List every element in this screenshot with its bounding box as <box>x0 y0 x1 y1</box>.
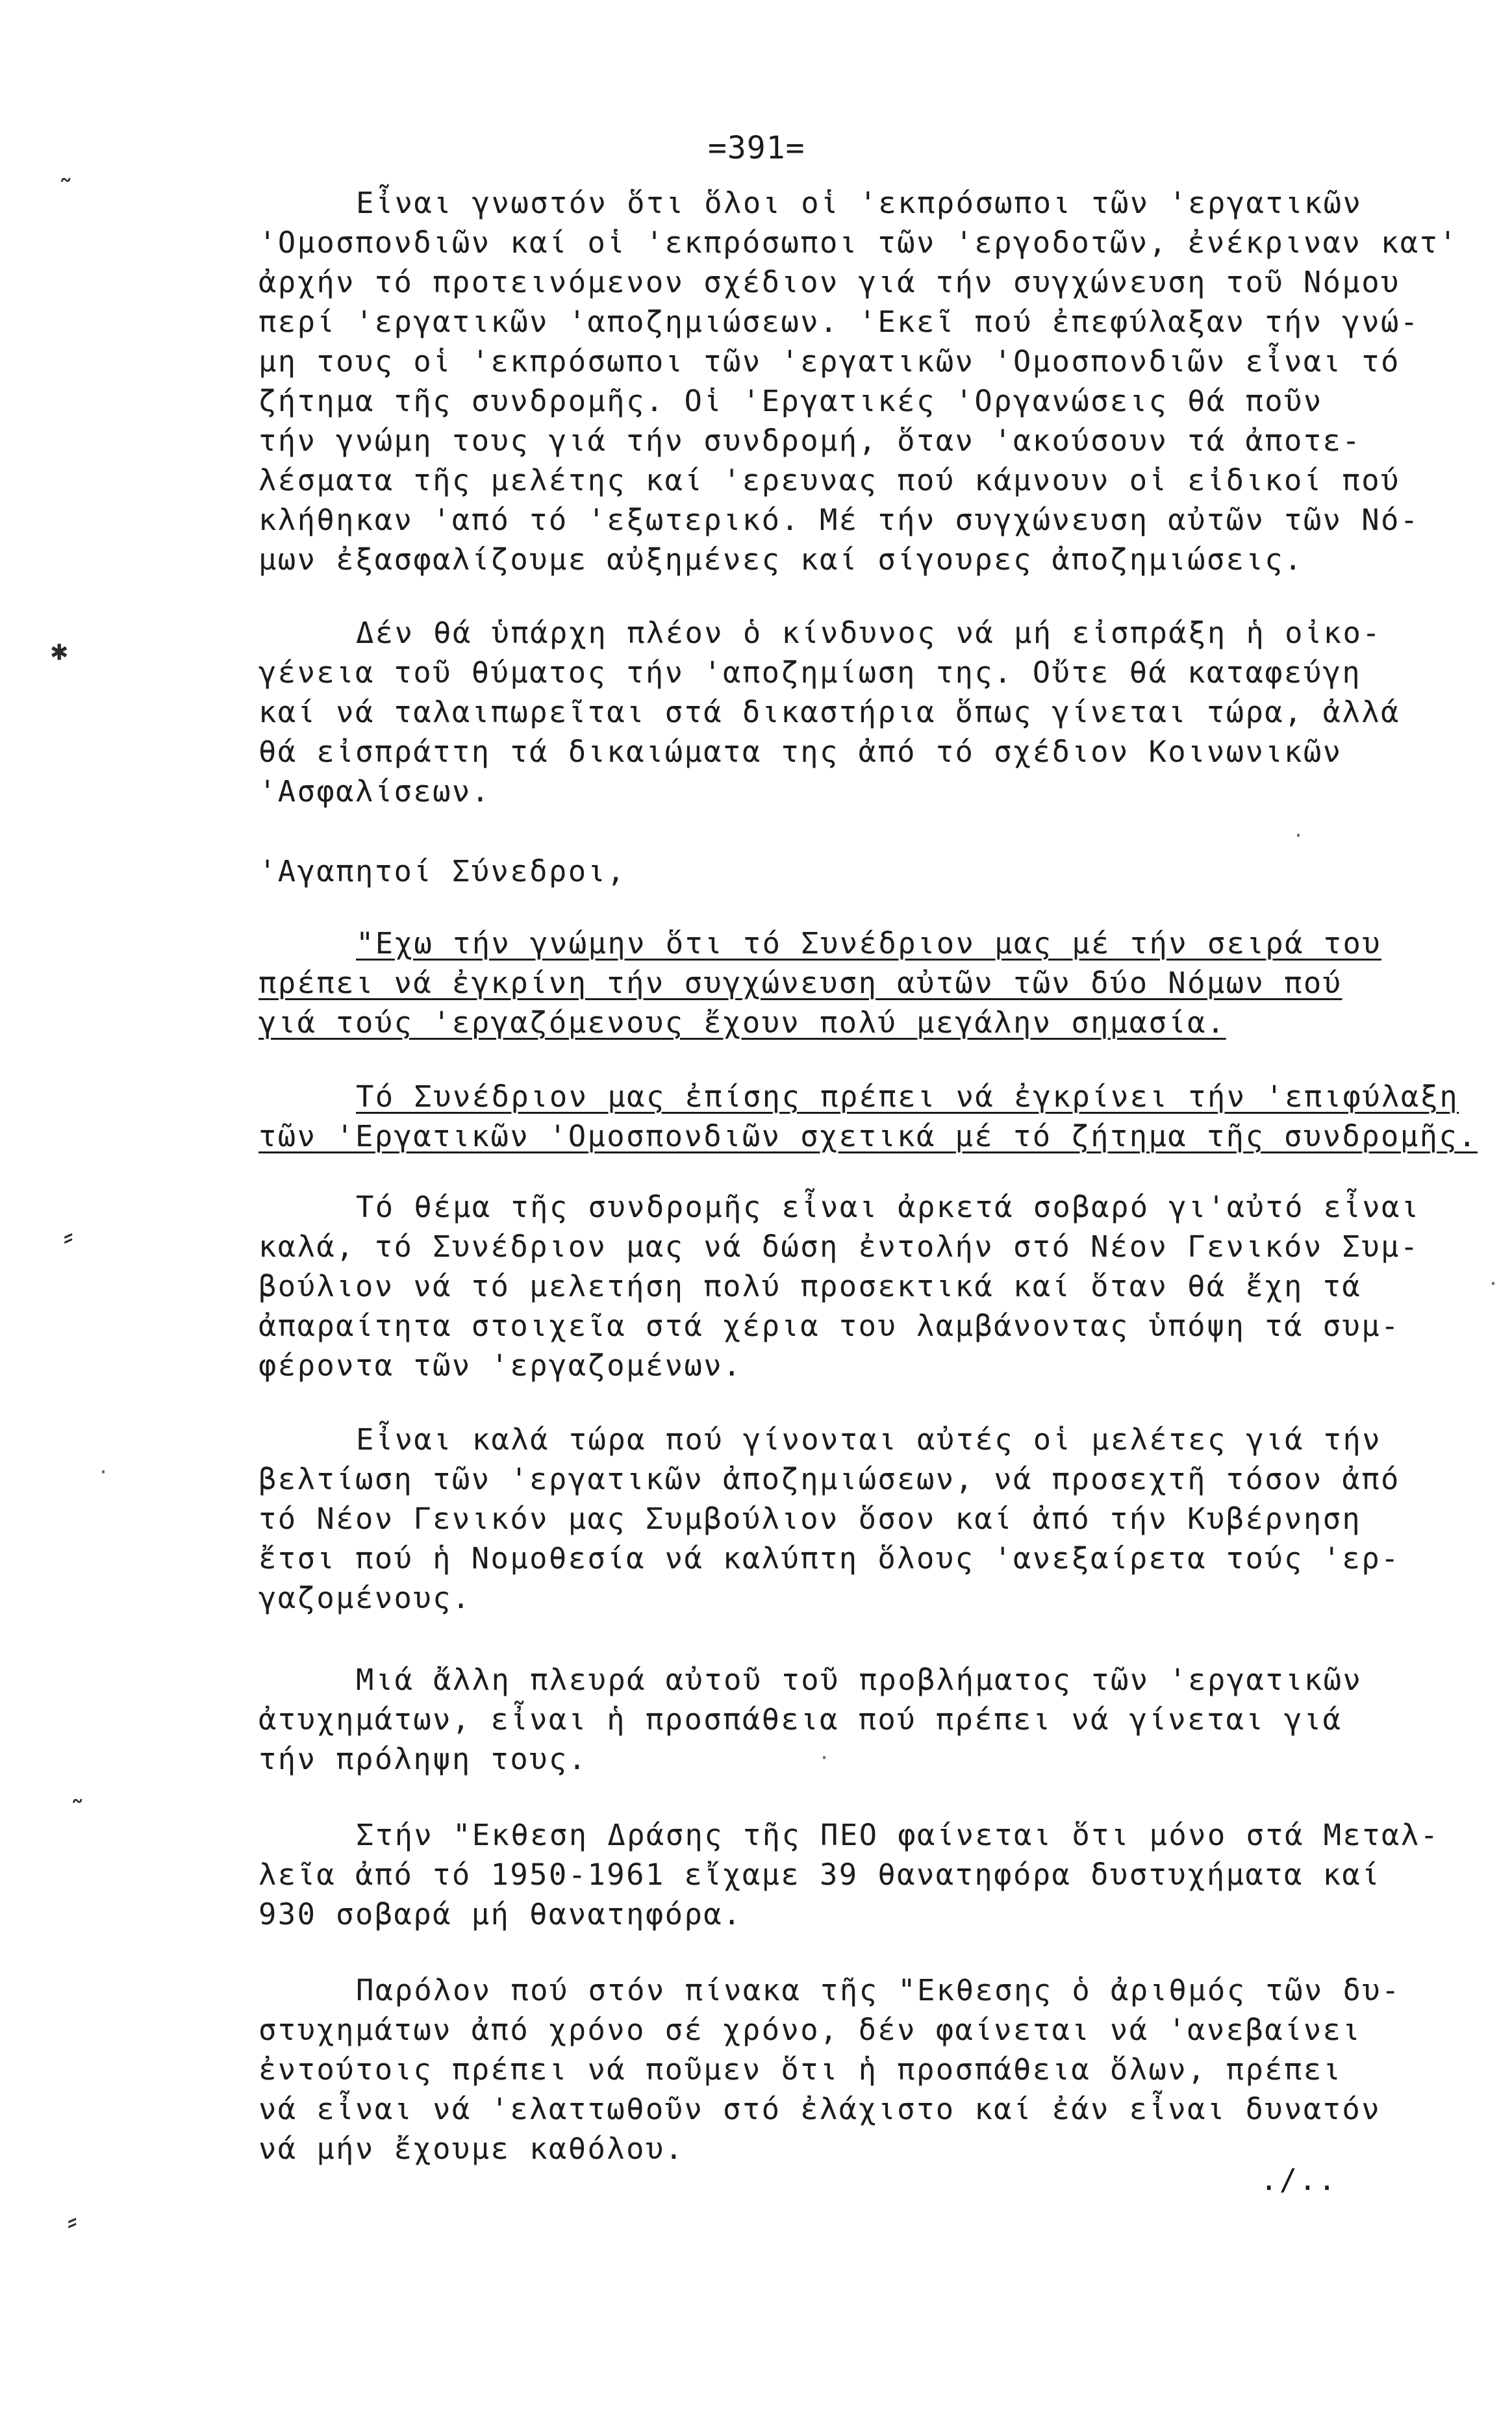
text-line: 'Αγαπητοί Σύνεδροι, <box>258 854 627 888</box>
scan-speck: · <box>818 1747 831 1770</box>
text-line: μη τους οἱ 'εκπρόσωποι τῶν 'εργατικῶν 'Ομοσπονδιῶν εἶναι τό <box>258 344 1400 379</box>
text-line: Τό θέμα τῆς συνδρομῆς εἶναι ἀρκετά σοβαρό γι'αὐτό εἶναι <box>356 1190 1420 1224</box>
text-line: θά εἰσπράττη τά δικαιώματα της ἀπό τό σχέδιον Κοινωνικῶν <box>258 735 1342 769</box>
text-line: ἐντούτοις πρέπει νά ποῦμεν ὅτι ἡ προσπάθεια ὅλων, πρέπει <box>258 2052 1342 2087</box>
text-line: Εἶναι γνωστόν ὅτι ὅλοι οἱ 'εκπρόσωποι τῶν 'εργατικῶν <box>356 186 1363 220</box>
text-line: γένεια τοῦ θύματος τήν 'αποζημίωση της. Οὔτε θά καταφεύγη <box>258 655 1362 690</box>
text-line: καλά, τό Συνέδριον μας νά δώση ἐντολήν στό Νέον Γενικόν Συμ- <box>258 1229 1420 1264</box>
paragraph-1 <box>258 183 1473 579</box>
scan-speck: · <box>1487 1273 1500 1296</box>
text-line: Μιά ἄλλη πλευρά αὐτοῦ τοῦ προβλήματος τῶν 'εργατικῶν <box>356 1663 1363 1697</box>
paragraph-9 <box>258 1970 1473 2169</box>
margin-mark-4: ˜ <box>69 1795 86 1828</box>
text-line: τήν πρόληψη τους. <box>258 1742 588 1776</box>
paragraph-5 <box>258 1187 1473 1385</box>
text-line: Στήν "Εκθεση Δράσης τῆς ΠΕΟ φαίνεται ὅτι μόνο στά Μεταλ- <box>356 1818 1440 1852</box>
margin-mark-1: ˜ <box>57 174 75 207</box>
margin-mark-2: ✱ <box>51 634 68 667</box>
text-line: Παρόλον πού στόν πίνακα τῆς "Εκθεσης ὁ ἀριθμός τῶν δυ- <box>356 1973 1401 2007</box>
text-line: 930 σοβαρά μή θανατηφόρα. <box>258 1897 742 1931</box>
text-line: Δέν θά ὑπάρχη πλέον ὁ κίνδυνος νά μή εἰσπράξη ἡ οἰκο- <box>356 616 1382 650</box>
text-line: ἀρχήν τό προτεινόμενον σχέδιον γιά τήν συγχώνευση τοῦ Νόμου <box>258 265 1400 299</box>
paragraph-6 <box>258 1420 1473 1618</box>
text-line: βούλιον νά τό μελετήση πολύ προσεκτικά καί ὅταν θά ἔχη τά <box>258 1269 1362 1303</box>
text-line: 'Ασφαλίσεων. <box>258 774 491 809</box>
text-line: κλήθηκαν 'από τό 'εξωτερικό. Μέ τήν συγχώνευση αὐτῶν τῶν Νό- <box>258 503 1420 537</box>
text-line: καί νά ταλαιπωρεῖται στά δικαστήρια ὅπως γίνεται τώρα, ἀλλά <box>258 695 1400 729</box>
text-line: Τό Συνέδριον μας ἐπίσης πρέπει νά ἐγκρίνει τήν 'επιφύλαξη <box>356 1079 1459 1114</box>
salutation <box>258 851 1473 891</box>
paragraph-2 <box>258 613 1473 811</box>
text-line: φέροντα τῶν 'εργαζομένων. <box>258 1348 742 1383</box>
text-line: ἔτσι πού ἡ Νομοθεσία νά καλύπτη ὅλους 'ανεξαίρετα τούς 'ερ- <box>258 1541 1400 1576</box>
text-line: "Εχω τήν γνώμην ὅτι τό Συνέδριον μας μέ τήν σειρά του <box>356 926 1382 961</box>
text-line: ζήτημα τῆς συνδρομῆς. Οἱ 'Εργατικές 'Οργανώσεις θά ποῦν <box>258 384 1323 418</box>
paragraph-7 <box>258 1660 1473 1779</box>
text-line: βελτίωση τῶν 'εργατικῶν ἀποζημιώσεων, νά προσεχτῆ τόσον ἀπό <box>258 1462 1400 1496</box>
margin-mark-5: ⸗ <box>64 2204 81 2237</box>
text-line: γαζομένους. <box>258 1581 472 1615</box>
text-line: Εἶναι καλά τώρα πού γίνονται αὐτές οἱ μελέτες γιά τήν <box>356 1422 1382 1457</box>
paragraph-underlined-1 <box>258 924 1473 1042</box>
scan-speck: · <box>97 1461 110 1484</box>
text-line: τό Νέον Γενικόν μας Συμβούλιον ὅσον καί ἀπό τήν Κυβέρνηση <box>258 1502 1362 1536</box>
scan-speck: · <box>1292 825 1305 848</box>
paragraph-underlined-2 <box>258 1077 1478 1156</box>
text-line: γιά τούς 'εργαζόμενους ἔχουν πολύ μεγάλην σημασία. <box>258 1005 1226 1040</box>
text-line: 'Ομοσπονδιῶν καί οἱ 'εκπρόσωποι τῶν 'εργοδοτῶν, ἐνέκριναν κατ' <box>258 225 1459 260</box>
text-line: ἀπαραίτητα στοιχεῖα στά χέρια του λαμβάνοντας ὑπόψη τά συμ- <box>258 1309 1400 1343</box>
text-line: λέσματα τῆς μελέτης καί 'ερευνας πού κάμνουν οἱ εἰδικοί πού <box>258 463 1400 497</box>
text-line: μων ἐξασφαλίζουμε αὐξημένες καί σίγουρες ἀποζημιώσεις. <box>258 542 1304 577</box>
paragraph-8 <box>258 1815 1473 1934</box>
text-line: πρέπει νά ἐγκρίνη τήν συγχώνευση αὐτῶν τῶν δύο Νόμων πού <box>258 966 1342 1000</box>
text-line: νά εἶναι νά 'ελαττωθοῦν στό ἐλάχιστο καί ἐάν εἶναι δυνατόν <box>258 2092 1381 2126</box>
text-line: τήν γνώμη τους γιά τήν συνδρομή, ὅταν 'ακούσουν τά ἀποτε- <box>258 423 1362 458</box>
text-line: λεῖα ἀπό τό 1950-1961 εἴχαμε 39 θανατηφόρα δυστυχήματα καί <box>258 1857 1381 1892</box>
margin-mark-3: ⸗ <box>60 1220 77 1253</box>
continuation-mark: ./.. <box>1260 2163 1338 2197</box>
text-line: τῶν 'Εργατικῶν 'Ομοσπονδιῶν σχετικά μέ τό ζήτημα τῆς συνδρομῆς. <box>258 1119 1478 1153</box>
text-line: ἀτυχημάτων, εἶναι ἡ προσπάθεια πού πρέπει νά γίνεται γιά <box>258 1702 1342 1737</box>
text-line: νά μήν ἔχουμε καθόλου. <box>258 2131 685 2166</box>
page-number: =391= <box>708 130 805 166</box>
text-line: περί 'εργατικῶν 'αποζημιώσεων. 'Εκεῖ πού ἐπεφύλαξαν τήν γνώ- <box>258 305 1420 339</box>
text-line: στυχημάτων ἀπό χρόνο σέ χρόνο, δέν φαίνεται νά 'ανεβαίνει <box>258 2013 1362 2047</box>
